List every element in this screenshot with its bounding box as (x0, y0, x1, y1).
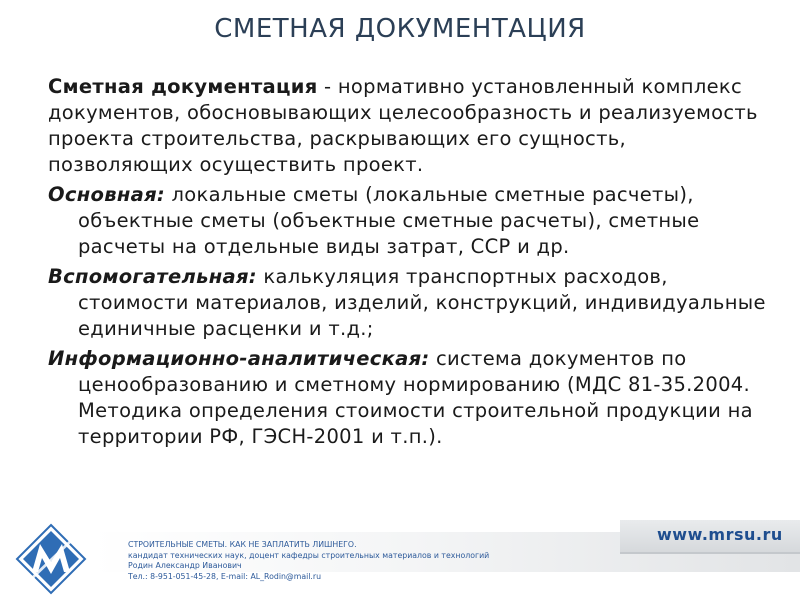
item-text: калькуляция транспортных расходов, стоимости материалов, изделий, конструкций, индивидуальные единичные расценки и т.д.; (78, 265, 766, 340)
footer-url-link[interactable]: www.mrsu.ru (657, 525, 783, 544)
item-term: Вспомогательная: (48, 265, 257, 288)
footer-text (128, 540, 608, 582)
footer-line-title: СТРОИТЕЛЬНЫЕ СМЕТЫ. КАК НЕ ЗАПЛАТИТЬ ЛИШНЕГО. (128, 540, 357, 549)
footer (0, 518, 800, 600)
intro-paragraph (48, 74, 766, 178)
item-term: Основная: (48, 183, 165, 206)
list-item-auxiliary (48, 264, 766, 342)
footer-line-degree: кандидат технических наук, доцент кафедры строительных материалов и технологий (128, 550, 490, 560)
list-item-analytical (48, 346, 766, 450)
mrsu-logo-icon (14, 522, 88, 596)
item-text: система документов по ценообразованию и сметному нормированию (МДС 81-35.2004. Методика определения стоимости строительной продукции на территории РФ, ГЭСН-2001 и т.п.). (78, 347, 753, 448)
slide-body (48, 74, 766, 454)
footer-line-author: Родин Александр Иванович (128, 561, 242, 571)
intro-term: Сметная документация (48, 75, 318, 98)
footer-line-contacts: Тел.: 8-951-051-45-28, E-mail: AL_Rodin@mail.ru (128, 571, 322, 581)
intro-text: - нормативно установленный комплекс документов, обосновывающих целесообразность и реализуемость проекта строительства, раскрывающих его сущность, позволяющих осуществить проект. (48, 75, 758, 176)
item-term: Информационно-аналитическая: (48, 347, 430, 370)
item-text: локальные сметы (локальные сметные расчеты), объектные сметы (объектные сметные расчеты), сметные расчеты на отдельные виды затрат, ССР и др. (78, 183, 700, 258)
slide-title: СМЕТНАЯ ДОКУМЕНТАЦИЯ (214, 14, 586, 44)
list-item-main (48, 182, 766, 260)
